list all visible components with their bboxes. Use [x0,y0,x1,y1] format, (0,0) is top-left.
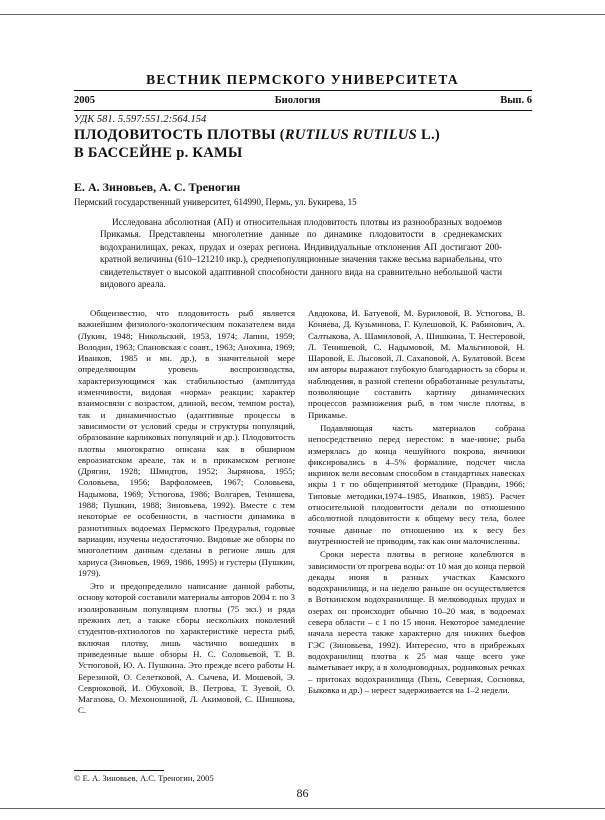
paragraph: Авдюкова, И. Батуевой, М. Буриловой, В. Устюгова, В. Коняева, Д. Кузьминова, Г. Кулешовой, К. Рабинович, А. Салтыкова, А. Шамиловой, А. Шишкина, Т. Нестеровой, Л. Тенишевой, С. Надымовой, М. Мальгиновой, Н. Шаровой, Е. Лысовой, Л. Сахаповой, А. Булатовой. Всем им авторы выражают глубокую благодарность за сборы и наблюдения, в разной степени обработанные результаты, позволяющие составить картину динамических процессов размножения рыб, в том числе плотвы, в Прикамье. [308,308,525,420]
header-row [74,95,532,106]
authors: Е. А. Зиновьев, А. С. Треногин [74,180,241,194]
paragraph: Подавляющая часть материалов собрана непосредственно перед нерестом: в мае-июне; рыба измерялась до конца чешуйного покрова, яичники фиксировались в 4–5% формалине, подсчет числа икринок вели весовым способом в стандартных навесках икры 1 г по общепринятой методике (Правдин, 1966; Типовые методики,1974–1985, Иванков, 1985). Расчет относительной плодовитости делали по отношению абсолютной плодовитости к общему весу тела, более точные данные по отношению их к весу без внутренностей не приводим, так как они малочисленны. [308,422,525,546]
udk-code: УДК 581. 5.597:551.2:564.154 [74,114,207,125]
affiliation: Пермский государственный университет, 614990, Пермь, ул. Букирева, 15 [74,197,357,207]
abstract-text: Исследована абсолютная (АП) и относительная плодовитость плотвы из разнообразных водоемов Прикамья. Представлены многолетние данные по динамике плодовитости в среднекамских водохранилищах, реках, прудах и озерах региона. Индивидуальные отклонения АП достигают 200-кратной величины (610–121210 икр.), среднепопуляционные значения также весьма вариабельны, что свидетельствует о высокой адаптивной способности данного вида на сравнительно небольшой части видового ареала. [100,217,502,290]
scan-top-edge [0,14,605,15]
page-number: 86 [296,786,309,800]
year: 2005 [74,95,95,106]
header-rule-top [74,90,532,91]
journal-title: ВЕСТНИК ПЕРМСКОГО УНИВЕРСИТЕТА [146,72,459,87]
header-rule-bottom [74,110,532,111]
paragraph: Сроки нереста плотвы в регионе колеблются в зависимости от прогрева воды: от 10 мая до конца первой декады июня в разных участках Камского водохранилища, и на неделю раньше он осуществляется в Воткинском водохранилище. В мелководных прудах и озерах он происходит обычно 10–20 мая, в водоемах севера области – с 1 по 15 июня. Некоторое замедление начала нереста также характерно для нижних бьефов ГЭС (Зиновьева, 1992). Интересно, что в прибрежьях водохранилищ плотва к 25 мая чаще всего уже выметывает икру, а в холодноводных, родниковых речках – притоках водохранилища (Пизь, Северная, Сосновка, Быковка и др.) – нерест задерживается на 1–2 недели. [308,549,525,695]
footnote-rule [74,770,164,771]
section: Биология [274,95,321,106]
article-title [74,126,532,162]
paragraph: Общеизвестно, что плодовитость рыб является важнейшим физиолого-экологическим показателем вида (Лукин, 1948; Никольский, 1953, 1974; Лапин, 1959; Володин, 1963; Спановская с соавт., 1963; Анохина, 1969; Иванков, 1985 и мн. др.), в значительной мере определяющим уровень воспроизводства, характеризующимся как стабильностью (амплитуда изменчивости, видовая «норма» реакции; характер взаимосвязи с возрастом, длиной, весом, темпом роста), так и динамичностью (адаптивные процессы в зависимости от условий среды и структуры популяций, образование карликовых популяций и др.). Плодовитость плотвы многократно описана как в обширном евроазиатском ареале, так и в прикамском регионе (Дрягин, 1928; Шмидтов, 1952; Зырянова, 1955; Соловьева, 1956; Варфоломеев, 1967; Соловьева, Надымова, 1969; Устюгова, 1986; Волгарев, Тенишева, 1988; Пушкин, 1988; Зиновьева, 1992). Вместе с тем некоторые ее особенности, в частности динамика в разнотипных водоемах Пермского Предуралья, годовые вариации, изучены недостаточно. Видовые же обзоры по многолетним данным сделаны в регионе лишь для хариуса (Зиновьев, 1969, 1986, 1995) и густеры (Пушкин, 1979). [78,308,295,578]
title-line-2: В БАССЕЙНЕ р. КАМЫ [74,145,243,161]
body-column-left [78,308,295,744]
title-line-1: ПЛОДОВИТОСТЬ ПЛОТВЫ (RUTILUS RUTILUS L.) [74,127,440,143]
copyright-footnote: © Е. А. Зиновьев, А.С. Треногин, 2005 [74,773,214,783]
body-column-right [308,308,525,744]
scan-bottom-edge [0,808,605,809]
species-name: RUTILUS RUTILUS [284,127,418,143]
paragraph: Это и предопределило написание данной работы, основу которой составили материалы авторов 2004 г. по 3 изолированным популяциям плотвы (75 экз.) и ряда прежних лет, а также сборы нескольких поколений студентов-ихтиологов по характеристике нереста рыб, включая плотву, лишь частично вошедших в приведенные выше обзоры Н. С. Соловьевой, Т. В. Устюговой, Ю. А. Пушкина. Это прежде всего работы Н. Березиной, О. Селетковой, А. Сычева, И. Мошевой, Э. Севрюковой, И. Обуховой, В. Петрова, Т. Зуевой, О. Магазова, О. Мехоношиной, Л. Акимовой, С. Шишкова, С. [78,581,295,716]
abstract [100,216,502,290]
issue: Вып. 6 [500,95,532,106]
